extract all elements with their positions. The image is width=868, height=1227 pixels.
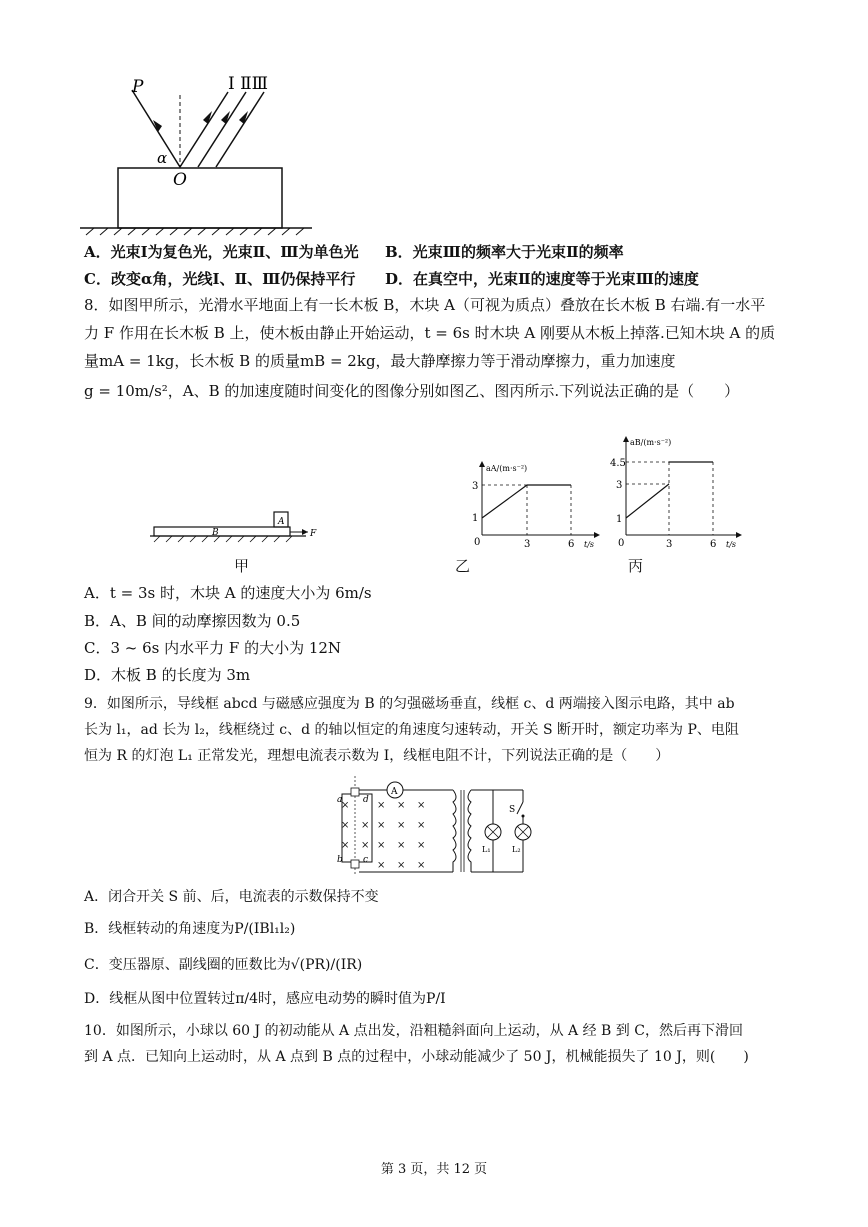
page-footer: 第 3 页，共 12 页 xyxy=(380,1162,488,1177)
svg-text:×: × xyxy=(397,800,406,811)
svg-text:×: × xyxy=(341,800,350,811)
svg-text:×: × xyxy=(361,840,370,851)
svg-text:3: 3 xyxy=(472,481,479,492)
q9-option-c: C．变压器原、副线圈的匝数比为√(PR)/(IR) xyxy=(84,957,363,973)
q9-option-b: B．线框转动的角速度为P/(IBl₁l₂) xyxy=(84,921,296,937)
q7-option-b: B．光束Ⅲ的频率大于光束Ⅱ的频率 xyxy=(385,243,624,261)
light-reflection-figure xyxy=(80,70,320,235)
q8-option-b: B．A、B 间的动摩擦因数为 0.5 xyxy=(84,612,301,630)
svg-text:×: × xyxy=(361,820,370,831)
svg-text:×: × xyxy=(417,820,426,831)
q8-stem-line4: g = 10m/s²，A、B 的加速度随时间变化的图像分别如图乙、图丙所示.下列说法正确的是（ ） xyxy=(84,382,740,400)
fig-label-jia: 甲 xyxy=(234,557,250,575)
svg-text:S: S xyxy=(509,805,516,815)
circuit-figure xyxy=(325,772,545,880)
q8-option-d: D．木板 B 的长度为 3m xyxy=(84,666,251,684)
glass-block xyxy=(118,168,282,228)
force-F-label: F xyxy=(310,529,317,539)
fig-label-bing: 丙 xyxy=(628,557,644,575)
q9-option-d: D．线框从图中位置转过π/4时，感应电动势的瞬时值为P/I xyxy=(84,991,446,1007)
svg-text:×: × xyxy=(397,820,406,831)
label-O: O xyxy=(173,170,187,190)
graph-yi-ylabel: aA/(m·s⁻²) xyxy=(486,464,528,473)
switch-S xyxy=(517,802,523,814)
q8-option-c: C．3 ~ 6s 内水平力 F 的大小为 12N xyxy=(84,639,342,657)
svg-text:×: × xyxy=(377,840,386,851)
svg-text:L₂: L₂ xyxy=(512,845,521,854)
svg-text:d: d xyxy=(363,795,369,805)
svg-text:×: × xyxy=(397,860,406,871)
graph-yi-line-rise xyxy=(482,485,527,518)
svg-text:×: × xyxy=(397,840,406,851)
label-alpha: α xyxy=(157,149,168,167)
q9-stem-line1: 9．如图所示，导线框 abcd 与磁感应强度为 B 的匀强磁场垂直，线框 c、d 两端接入图示电路，其中 ab xyxy=(84,696,735,712)
board-B-label: B xyxy=(212,528,219,538)
q7-option-c: C．改变α角，光线Ⅰ、Ⅱ、Ⅲ仍保持平行 xyxy=(84,270,356,288)
q8-stem-line3: 量mA = 1kg，长木板 B 的质量mB = 2kg，最大静摩擦力等于滑动摩擦力，重力加速度 xyxy=(84,352,676,370)
svg-text:0: 0 xyxy=(618,538,625,549)
svg-text:a: a xyxy=(337,795,343,805)
svg-text:t/s: t/s xyxy=(726,540,737,549)
graph-bing-aB-vs-t xyxy=(612,432,762,555)
beam-labels: Ⅰ ⅡⅢ xyxy=(228,74,269,94)
q7-option-d: D．在真空中，光束Ⅱ的速度等于光束Ⅲ的速度 xyxy=(385,270,699,288)
graph-bing-line-rise xyxy=(626,484,669,518)
q7-option-a: A．光束Ⅰ为复色光，光束Ⅱ、Ⅲ为单色光 xyxy=(84,243,359,261)
svg-text:×: × xyxy=(341,840,350,851)
svg-text:t/s: t/s xyxy=(584,540,595,549)
svg-text:×: × xyxy=(417,800,426,811)
svg-text:6: 6 xyxy=(710,539,717,550)
q10-stem-line1: 10．如图所示，小球以 60 J 的初动能从 A 点出发，沿粗糙斜面向上运动，从 A 经 B 到 C，然后再下滑回 xyxy=(84,1023,743,1039)
q8-stem-line1: 8．如图甲所示，光滑水平地面上有一长木板 B，木块 A（可视为质点）叠放在长木板 B 右端.有一水平 xyxy=(84,296,766,314)
graph-yi-aA-vs-t xyxy=(470,455,623,555)
svg-text:×: × xyxy=(417,860,426,871)
svg-text:0: 0 xyxy=(474,537,481,548)
q9-option-a: A．闭合开关 S 前、后，电流表的示数保持不变 xyxy=(84,889,379,905)
svg-text:b: b xyxy=(337,855,343,865)
svg-text:4.5: 4.5 xyxy=(610,458,626,469)
svg-text:×: × xyxy=(377,860,386,871)
board-B xyxy=(154,527,290,536)
q9-stem-line3: 恒为 R 的灯泡 L₁ 正常发光，理想电流表示数为 I，线框电阻不计，下列说法正确的是（ ） xyxy=(84,748,670,764)
svg-text:A: A xyxy=(391,787,398,797)
svg-text:3: 3 xyxy=(666,539,673,550)
svg-text:L₁: L₁ xyxy=(482,845,491,854)
q9-stem-line2: 长为 l₁，ad 长为 l₂，线框绕过 c、d 的轴以恒定的角速度匀速转动，开关 S 断开时，额定功率为 P、电阻 xyxy=(84,722,739,738)
svg-text:3: 3 xyxy=(616,480,623,491)
graph-bing-ylabel: aB/(m·s⁻²) xyxy=(630,438,672,447)
svg-text:×: × xyxy=(377,800,386,811)
svg-text:×: × xyxy=(417,840,426,851)
svg-text:1: 1 xyxy=(616,514,623,525)
svg-text:6: 6 xyxy=(568,539,575,550)
block-A-label: A xyxy=(278,517,285,527)
svg-text:1: 1 xyxy=(472,513,479,524)
svg-text:c: c xyxy=(363,855,369,865)
figure-jia-board-block xyxy=(150,508,330,553)
q8-option-a: A．t = 3s 时，木块 A 的速度大小为 6m/s xyxy=(84,584,372,602)
svg-text:×: × xyxy=(341,820,350,831)
q8-stem-line2: 力 F 作用在长木板 B 上，使木板由静止开始运动，t = 6s 时木块 A 刚要从木板上掉落.已知木块 A 的质 xyxy=(84,324,776,342)
fig-label-yi: 乙 xyxy=(455,557,471,575)
svg-text:3: 3 xyxy=(524,539,531,550)
label-P: P xyxy=(132,77,144,97)
q10-stem-line2: 到 A 点．已知向上运动时，从 A 点到 B 点的过程中，小球动能减少了 50 J，机械能损失了 10 J，则( ) xyxy=(84,1049,749,1065)
svg-text:×: × xyxy=(377,820,386,831)
